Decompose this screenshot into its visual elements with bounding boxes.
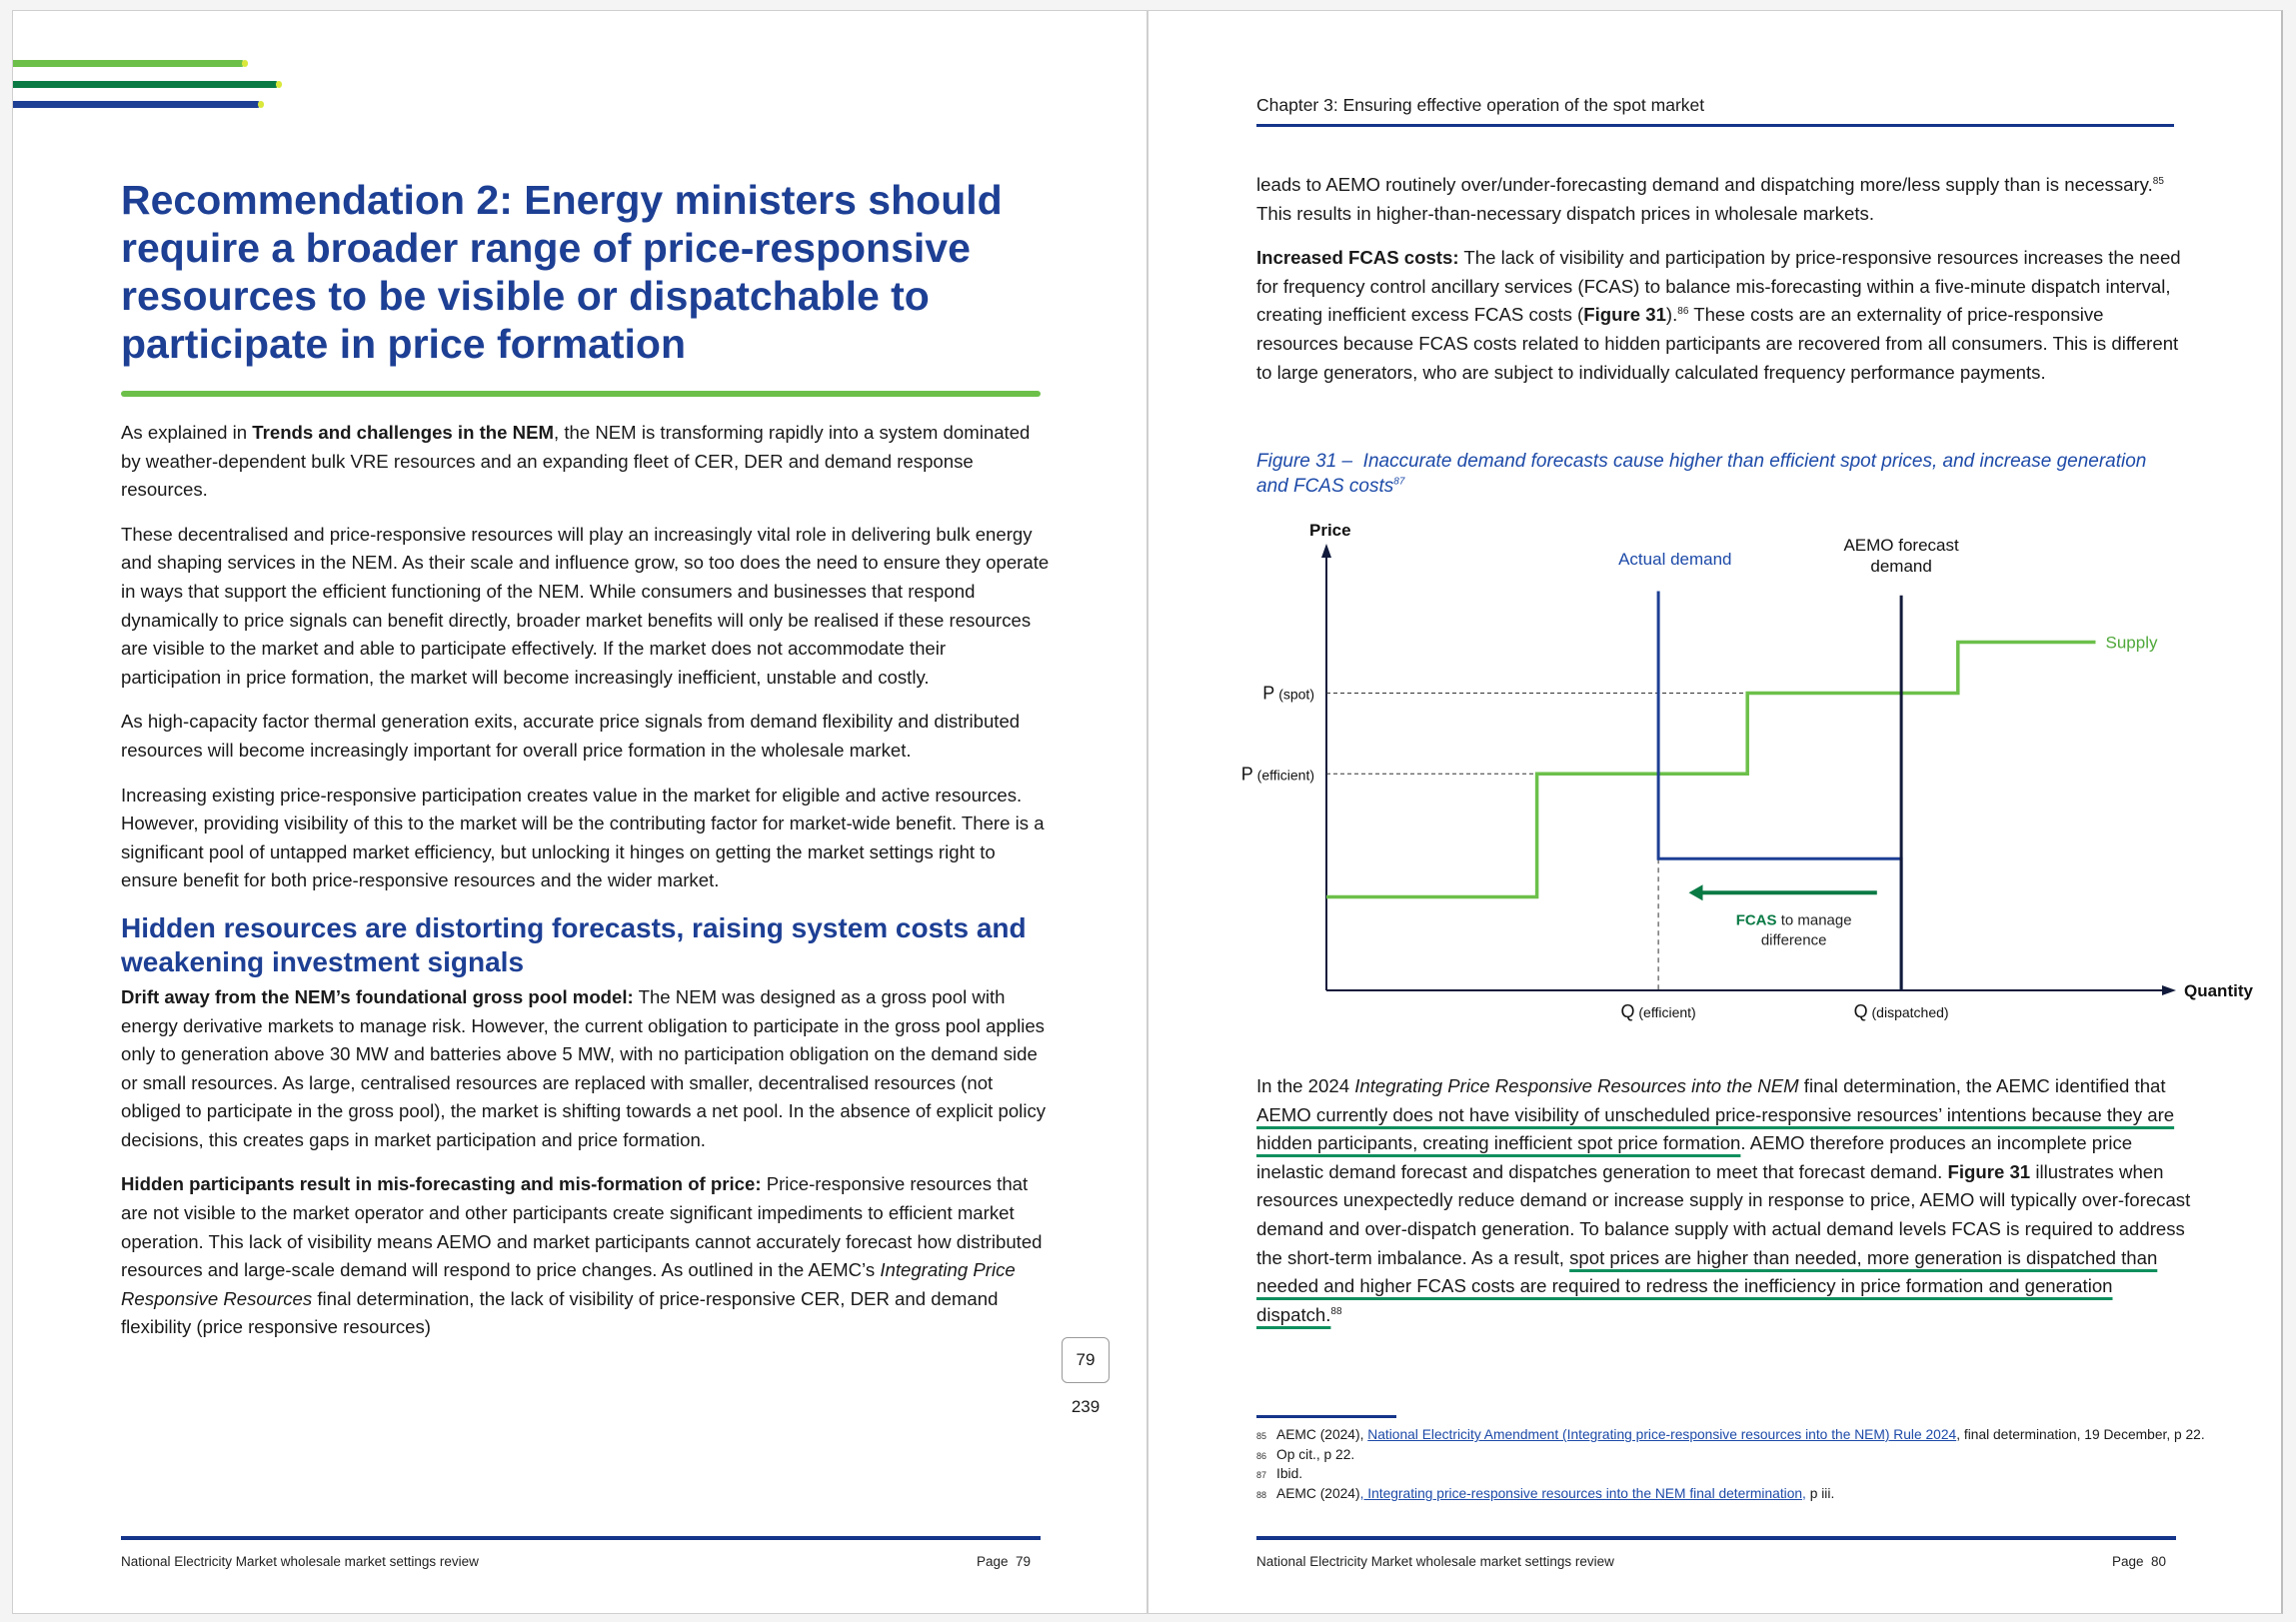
series-actual-demand xyxy=(1658,592,1901,991)
page-title: Recommendation 2: Energy ministers should require a broader range of price-responsive resources to be visible or dispatchable to participate in price formation xyxy=(121,177,1003,367)
x-tick-label: Q (dispatched) xyxy=(1853,1001,1949,1021)
paragraph: Increasing existing price-responsive participation creates value in the market for eligible and active resources. However, providing visibility of this to the market will be the contributing factor for market-wide benefit. There is a significant pool of untapped market efficiency, but unlocking it hinges on getting the market settings right to ensure benefit for both price-responsive resources and the wider market. xyxy=(121,784,1045,891)
footnote-85: 85 AEMC (2024), National Electricity Amendment (Integrating price-responsive resources into the NEM) Rule 2024, final determination, 19 December, p 22. xyxy=(1256,1427,2205,1442)
y-axis-label: Price xyxy=(1309,521,1351,540)
footer-divider xyxy=(1256,1536,2176,1540)
right-page xyxy=(1147,10,2283,1614)
actual-demand-label: Actual demand xyxy=(1618,550,1732,569)
footnote-87: 87 Ibid. xyxy=(1256,1466,1303,1481)
y-tick-label: P (spot) xyxy=(1262,683,1314,704)
paragraph: Hidden participants result in mis-forecasting and mis-formation of price: Price-responsive resources that are not visible to the market operator and other participants create significant impediments to efficient market operation. This lack of visibility means AEMO and market participants cannot accurately forecast how distributed resources and large-scale demand will respond to price changes. As outlined in the AEMC’s Integrating Price Responsive Resources final determination, the lack of visibility of price-responsive CER, DER and demand flexibility (price responsive resources) xyxy=(121,1173,1043,1338)
footer-page-number: Page 80 xyxy=(2112,1554,2167,1569)
footer-page-number: Page 79 xyxy=(977,1554,1032,1569)
current-page-input[interactable]: 79 xyxy=(1062,1337,1110,1383)
footnote-ref[interactable]: 85 xyxy=(2152,175,2164,187)
decorative-bar-light-green xyxy=(13,60,245,67)
footnote-ref[interactable]: 86 xyxy=(1677,306,1689,318)
fcas-arrowhead xyxy=(1689,884,1703,900)
x-axis-label: Quantity xyxy=(2184,981,2253,1000)
title-divider xyxy=(121,391,1041,397)
paragraph: As high-capacity factor thermal generation exits, accurate price signals from demand flexibility and distributed resources will become increasingly important for overall price formation in the wholesale market. xyxy=(121,711,1021,761)
footnotes xyxy=(1256,1426,2206,1504)
fcas-annotation-line1: FCAS to manage xyxy=(1735,911,1852,929)
x-tick-label: Q (efficient) xyxy=(1620,1001,1696,1021)
footnote-86: 86 Op cit., p 22. xyxy=(1256,1446,1355,1462)
y-tick-label: P (efficient) xyxy=(1240,764,1314,785)
figure-reference: Figure 31 xyxy=(1947,1160,2031,1182)
footer-doc-title: National Electricity Market wholesale market settings review xyxy=(1256,1554,1614,1569)
footnote-88: 88 AEMC (2024), Integrating price-responsive resources into the NEM final determination, p iii. xyxy=(1256,1485,1835,1501)
footnote-link[interactable]: National Electricity Amendment (Integrating price-responsive resources into the NEM) Rule 2024 xyxy=(1367,1427,1957,1442)
forecast-demand-label-line2: demand xyxy=(1870,557,1932,576)
paragraph: As explained in Trends and challenges in the NEM, the NEM is transforming rapidly into a system dominated by weather-dependent bulk VRE resources and an expanding fleet of CER, DER and demand response resources. xyxy=(121,422,1031,501)
left-page xyxy=(12,10,1147,1614)
paragraph: In the 2024 Integrating Price Responsive Resources into the NEM final determination, the AEMC identified that AEMO currently does not have visibility of unscheduled price-responsive resources’ intentions because they are hidden participants, creating inefficient spot price formation. AEMO therefore produces an incomplete price inelastic demand forecast and dispatches generation to meet that forecast demand. Figure 31 illustrates when resources unexpectedly reduce demand or increase supply in response to price, AEMO will typically over-forecast demand and over-dispatch generation. To balance supply with actual demand levels FCAS is required to address the short-term imbalance. As a result, spot prices are higher than needed, more generation is dispatched than needed and higher FCAS costs are required to redress the inefficiency in price formation and generation dispatch.$^{88}$ xyxy=(1256,1075,2191,1325)
footer-divider xyxy=(121,1536,1041,1540)
decorative-bar-blue xyxy=(13,101,261,108)
section-heading: Hidden resources are distorting forecasts, raising system costs and weakening investment signals xyxy=(121,911,1027,977)
body-section-top xyxy=(1256,171,2186,403)
header-divider xyxy=(1256,124,2174,127)
footnote-link[interactable]: , Integrating price-responsive resources into the NEM final determination, xyxy=(1359,1485,1806,1501)
footnote-divider xyxy=(1256,1415,1396,1418)
highlighted-text: spot prices are higher than needed, more generation is dispatched than needed and higher FCAS costs are required to redress the inefficiency in price formation and generation dispatch. xyxy=(1256,1246,2158,1325)
footer-doc-title: National Electricity Market wholesale market settings review xyxy=(121,1554,479,1569)
figure-reference: Figure 31 xyxy=(1583,304,1666,326)
figure-31-chart xyxy=(1240,521,2253,1070)
highlighted-text: AEMO currently does not have visibility of unscheduled price-responsive resources’ intentions because they are hidden participants, creating inefficient spot price formation xyxy=(1256,1103,2175,1154)
body-section-bottom xyxy=(1256,1072,2196,1345)
footnote-ref[interactable]: 88 xyxy=(1330,1305,1342,1317)
decorative-bar-dark-green xyxy=(13,81,279,88)
figure-caption: Figure 31 – Inaccurate demand forecasts cause higher than efficient spot prices, and increase generation and FCAS costs$^{87}$ xyxy=(1256,451,2152,497)
y-axis-arrow xyxy=(1321,544,1331,558)
chapter-header: Chapter 3: Ensuring effective operation of the spot market xyxy=(1256,95,1705,115)
forecast-demand-label-line1: AEMO forecast xyxy=(1843,536,1959,555)
cross-reference: Trends and challenges in the NEM xyxy=(252,422,554,443)
paragraph: Increased FCAS costs: The lack of visibility and participation by price-responsive resources increases the need for frequency control ancillary services (FCAS) to balance mis-forecasting within a five-minute dispatch interval, creating inefficient excess FCAS costs (Figure 31).$^{86}$ These costs are an externality of price-responsive resources because FCAS costs related to hidden participants are recovered from all consumers. This is different to large generators, who are subject to individually calculated frequency performance payments. xyxy=(1256,247,2181,383)
paragraph: Drift away from the NEM’s foundational gross pool model: The NEM was designed as a gross pool with energy derivative markets to manage risk. However, the current obligation to participate in the gross pool applies only to generation above 30 MW and batteries above 5 MW, with no participation obligation on the demand side or small resources. As large, centralised resources are replaced with smaller, decentralised resources (not obliged to participate in the gross pool), the market is shifting towards a net pool. In the absence of explicit policy decisions, this creates gaps in market participation and price formation. xyxy=(121,985,1047,1150)
total-pages: 239 xyxy=(1071,1397,1101,1416)
x-axis-arrow xyxy=(2162,985,2176,995)
footnote-ref[interactable]: 87 xyxy=(1393,476,1405,488)
fcas-annotation-line2: difference xyxy=(1760,931,1827,949)
supply-series-label: Supply xyxy=(2105,633,2158,653)
paragraph: These decentralised and price-responsive resources will play an increasingly vital role in delivering bulk energy and shaping services in the NEM. As their scale and influence grow, so too does the need to ensure they operate in ways that support the efficient functioning of the NEM. While consumers and businesses that respond dynamically to price signals can benefit directly, broader market benefits will only be realised if these resources are visible to the market and able to participate effectively. If the market does not accommodate their participation in price formation, the market will become increasingly inefficient, unstable and costly. xyxy=(121,523,1050,688)
paragraph: leads to AEMO routinely over/under-forecasting demand and dispatching more/less supply than is necessary.$^{85}$ This results in higher-than-necessary dispatch prices in wholesale markets. xyxy=(1256,174,2174,224)
body-section-intro xyxy=(121,419,1051,1358)
